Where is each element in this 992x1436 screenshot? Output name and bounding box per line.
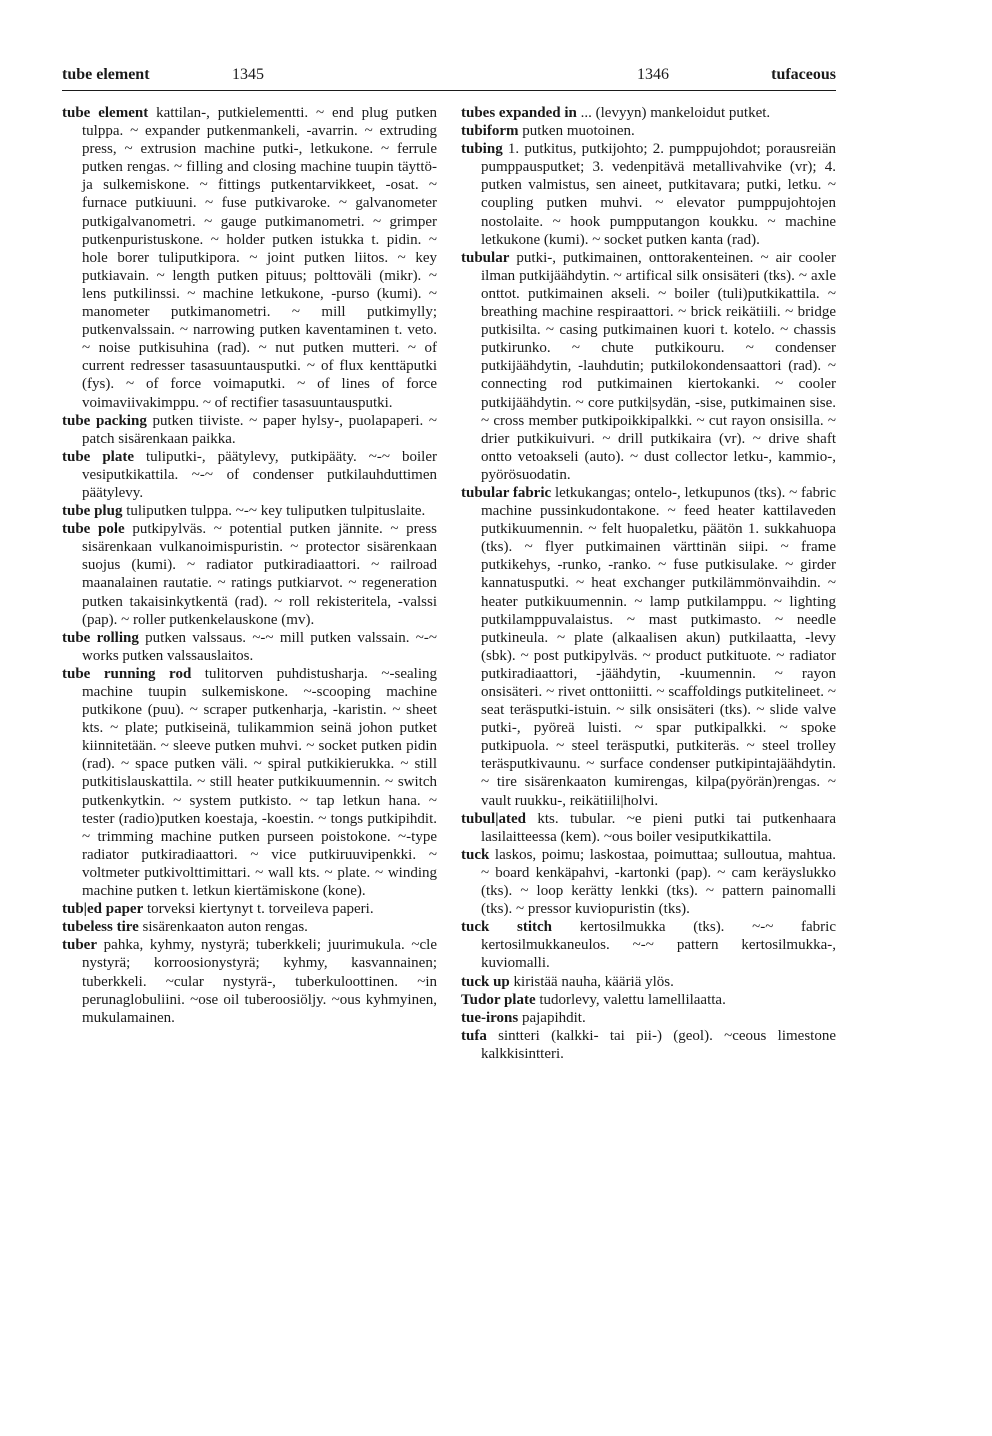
entry-headword: tue-irons	[461, 1009, 519, 1026]
dictionary-entry	[461, 918, 836, 972]
entry-headword: tuck	[461, 846, 490, 863]
entry-definition: kattilan-, putkielementti. ~ end plug putken tulppa. ~ expander putkenmankeli, -avarrin. ~ extruding press, ~ extrusion machine putki-, letkukone. ~ ferrule putken rengas. ~ filling and closing machine tuupin täyttö- ja sulkemiskone. ~ fittings putkentarvikkeet, -osat. ~ furnace putkiuuni. ~ fuse putkivaroke. ~ galvanometer putkigalvanometri. ~ gauge putkimanometri. ~ grimper putkenpuristuskone. ~ holder putken istukka t. pidin. ~ hole borer tuliputkipora. ~ joint putken liitos. ~ key putkiavain. ~ length putken pituus; polttoväli (mikr). ~ lens putkilinssi. ~ machine letkukone, -purso (kumi). ~ manometer putkimanometri. ~ mill putkimylly; putkenvalssain. ~ narrowing putken kaventaminen t. veto. ~ noise putkisuhina (rad). ~ nut putken mutteri. ~ of current redresser tasasuuntausputki. ~ of flux kenttäputki (fys). ~ of force voimaputki. ~ of lines of force voimaviivakimppu. ~ of rectifier tasasuuntausputki.	[82, 105, 437, 411]
entry-definition: putken muotoinen.	[518, 123, 635, 140]
header-rule	[62, 90, 836, 91]
right-guide-word: tufaceous	[771, 66, 836, 83]
entry-definition: pahka, kyhmy, nystyrä; tuberkkeli; juurimukula. ~cle nystyrä; korroosionystyrä; kyhmy, kasvannainen; tuberkkeli. ~cular nystyrä-, tuberkuloottinen. ~in perunaglobuliini. ~ose oil tuberoosiöljy. ~ous kyhmyinen, mukulamainen.	[82, 937, 437, 1026]
entry-definition: sisärenkaaton auton rengas.	[138, 919, 308, 936]
entry-headword: tubing	[461, 141, 503, 158]
dictionary-entry	[461, 122, 836, 140]
entry-headword: tubular fabric	[461, 484, 552, 501]
entry-definition: tudorlevy, valettu lamellilaatta.	[535, 991, 726, 1008]
dictionary-entry	[461, 810, 836, 846]
entry-definition: 1. putkitus, putkijohto; 2. pumppujohdot; porausreiän pumppausputket; 3. vedenpitävä metallivahvike (vr); 4. putken valmistus, sen aineet, putkitavara; putki, letku. ~ coupling putken muhvi. ~ elevator pumppujohtojen nostolaite. ~ hook pumpputangon koukku. ~ machine letkukone (kumi). ~ socket putken kanta (rad).	[481, 141, 836, 248]
entry-definition: putken tiiviste. ~ paper hylsy-, puolapaperi. ~ patch sisärenkaan paikka.	[82, 412, 437, 447]
entry-headword: tube running rod	[62, 665, 192, 682]
entry-headword: tube packing	[62, 412, 147, 429]
dictionary-entry	[461, 1009, 836, 1027]
entry-definition: ... (levyyn) mankeloidut putket.	[576, 105, 771, 121]
entry-headword: tube rolling	[62, 629, 139, 646]
entry-definition: putkipylväs. ~ potential putken jännite. ~ press sisärenkaan vulkanoimispuristin. ~ protector sisärenkaan suojus (kumi). ~ radiator putkiradiaattori. ~ railroad maanalainen rautatie. ~ ratings putkiarvot. ~ regeneration putken takaisinkytkentä (rad). ~ roll rekisteritela, -valssi (pap). ~ roller putkenkelauskone (mv).	[82, 521, 437, 628]
entry-definition: pajapihdit.	[518, 1009, 586, 1026]
dictionary-entry	[62, 412, 437, 448]
dictionary-entry	[62, 665, 437, 900]
entry-definition: putken valssaus. ~-~ mill putken valssain. ~-~ works putken valssauslaitos.	[82, 629, 438, 664]
dictionary-entry	[461, 249, 836, 484]
right-column	[461, 104, 836, 1063]
entry-headword: tubes expanded in	[461, 105, 577, 121]
dictionary-entry	[461, 104, 836, 122]
left-page-number: 1345	[232, 66, 264, 83]
dictionary-entry	[62, 520, 437, 629]
entry-definition: tuliputki-, päätylevy, putkipääty. ~-~ boiler vesiputkikattila. ~-~ of condenser putkilauhduttimen päätylevy.	[82, 448, 438, 501]
entry-definition: sintteri (kalkki- tai pii-) (geol). ~ceous limestone kalkkisintteri.	[481, 1027, 836, 1062]
entry-headword: tuck up	[461, 973, 510, 990]
dictionary-entry	[62, 918, 437, 936]
entry-definition: tuliputken tulppa. ~-~ key tuliputken tulpituslaite.	[122, 503, 426, 520]
entry-headword: tuck stitch	[461, 919, 553, 936]
entry-headword: Tudor plate	[461, 991, 536, 1008]
entry-headword: tubiform	[461, 123, 519, 140]
entry-headword: tube element	[62, 105, 149, 121]
left-column	[62, 104, 437, 1027]
dictionary-entry	[62, 104, 437, 412]
entry-headword: tube plug	[62, 503, 123, 520]
entry-headword: tube plate	[62, 448, 135, 465]
entry-headword: tubeless tire	[62, 919, 139, 936]
dictionary-entry	[62, 900, 437, 918]
entry-definition: letkukangas; ontelo-, letkupunos (tks). ~ fabric machine pussinkudontakone. ~ feed heater kattilaveden putkikuumennin. ~ felt huopaletku, päätön 1. sukkahuopa (tks). ~ flyer putkimainen värttinän siipi. ~ frame putkikehys, -runko, -ranko. ~ fuse putkisulake. ~ girder kannatusputki. ~ heat exchanger putkilämmönvaihdin. ~ heater putkikuumennin. ~ lamp putkilamppu. ~ lighting putkilamppuvalaistus. ~ mast putkimasto. ~ needle putkineula. ~ plate (alkaalisen akun) putkilaatta, -levy (sbk). ~ post putkipylväs. ~ product putkituote. ~ radiator putkiradiaattori, -jäähdytin, -kuumennin. ~ rayon onsisäteri. ~ rivet onttoniitti. ~ scaffoldings putkitelineet. ~ seat teräsputki-istuin. ~ silk onsisäteri (tks). ~ slide valve putki-, pyöreä luisti. ~ spar putkipalkki. ~ spoke putkipuola. ~ steel teräsputki, putkiteräs. ~ steel trolley teräsputkivaunu. ~ surface condenser putkipintajäähdytin. ~ tire sisärenkaaton kumirengas, kilpa(pyörän)rengas. ~ vault ruukku-, reikätiili|holvi.	[481, 484, 836, 809]
dictionary-entry	[461, 991, 836, 1009]
entry-headword: tuber	[62, 937, 97, 954]
entry-definition: kiristää nauha, kääriä ylös.	[509, 973, 674, 990]
dictionary-entry	[461, 846, 836, 918]
entry-definition: kertosilmukka (tks). ~-~ fabric kertosilmukkaneulos. ~-~ pattern kertosilmukka-, kuviomalli.	[481, 919, 836, 972]
dictionary-entry	[62, 629, 437, 665]
entry-headword: tubul|ated	[461, 810, 526, 827]
dictionary-entry	[461, 1027, 836, 1063]
entry-definition: tulitorven puhdistusharja. ~-sealing machine tuupin sulkemiskone. ~-scooping machine putkikone (puu). ~ scraper putkenharja, -karistin. ~ sheet kts. ~ plate; putkiseinä, tulikammion seinä johon putket kiinnitetään. ~ sleeve putken muhvi. ~ socket putken pidin (rad). ~ space putken väli. ~ spiral putkikierukka. ~ still putkitislauskattila. ~ still heater putkikuumennin. ~ switch putkenkytkin. ~ system putkisto. ~ tap letkun hana. ~ tester (radio)putken koestaja, -koestin. ~ tongs putkipihdit. ~ trimming machine putken purseen poistokone. ~-type radiator putkiradiaattori. ~ vice putkiruuvipenkki. ~ voltmeter putkivolttimittari. ~ wall kts. ~ plate. ~ winding machine putken t. letkun kiertämiskone (kone).	[82, 665, 437, 900]
entry-headword: tub|ed paper	[62, 901, 144, 918]
left-guide-word: tube element	[62, 66, 150, 83]
dictionary-entry	[62, 502, 437, 520]
dictionary-entry	[461, 140, 836, 249]
entry-headword: tufa	[461, 1027, 487, 1044]
entry-definition: torveksi kiertynyt t. torveileva paperi.	[143, 901, 374, 918]
running-header	[62, 66, 836, 88]
dictionary-entry	[461, 484, 836, 810]
entry-definition: laskos, poimu; laskostaa, poimuttaa; sulloutua, mahtua. ~ board kenkäpahvi, -kartonki (pap). ~ cam keräyslukko (tks). ~ loop kerätty lenkki (tks). ~ pattern painomalli (tks). ~ pressor kuviopuristin (tks).	[481, 846, 836, 918]
dictionary-entry	[62, 936, 437, 1026]
dictionary-entry	[62, 448, 437, 502]
entry-headword: tubular	[461, 249, 510, 266]
entry-definition: kts. tubular. ~e pieni putki tai putkenhaara lasilaitteessa (kem). ~ous boiler vesiputkikattila.	[481, 810, 836, 845]
entry-headword: tube pole	[62, 521, 125, 538]
entry-definition: putki-, putkimainen, onttorakenteinen. ~ air cooler ilman putkijäähdytin. ~ artifical silk onsisäteri (tks). ~ axle onttot. putkimainen akseli. ~ boiler (tuli)putkikattila. ~ breathing machine respiraattori. ~ brick reikätiili. ~ bridge putkisilta. ~ casing putkimainen kuori t. kotelo. ~ chassis putkirunko. ~ chute putkikouru. ~ condenser putkijäähdytin, -lauhdutin; putkilokondensaattori (rad). ~ connecting rod putkimainen kiertokanki. ~ cooler putkijäähdytin. ~ core putki|sydän, -sise, putkimainen sise. ~ cross member putkipoikkipalkki. ~ cut rayon onsisilla. ~ drier putkikuivuri. ~ drill putkikaira (vr). ~ drive shaft ontto vetoakseli (auto). ~ dust collector letku-, kammio-, pyörösuodatin.	[481, 249, 836, 483]
dictionary-entry	[461, 973, 836, 991]
right-page-number: 1346	[637, 66, 669, 83]
